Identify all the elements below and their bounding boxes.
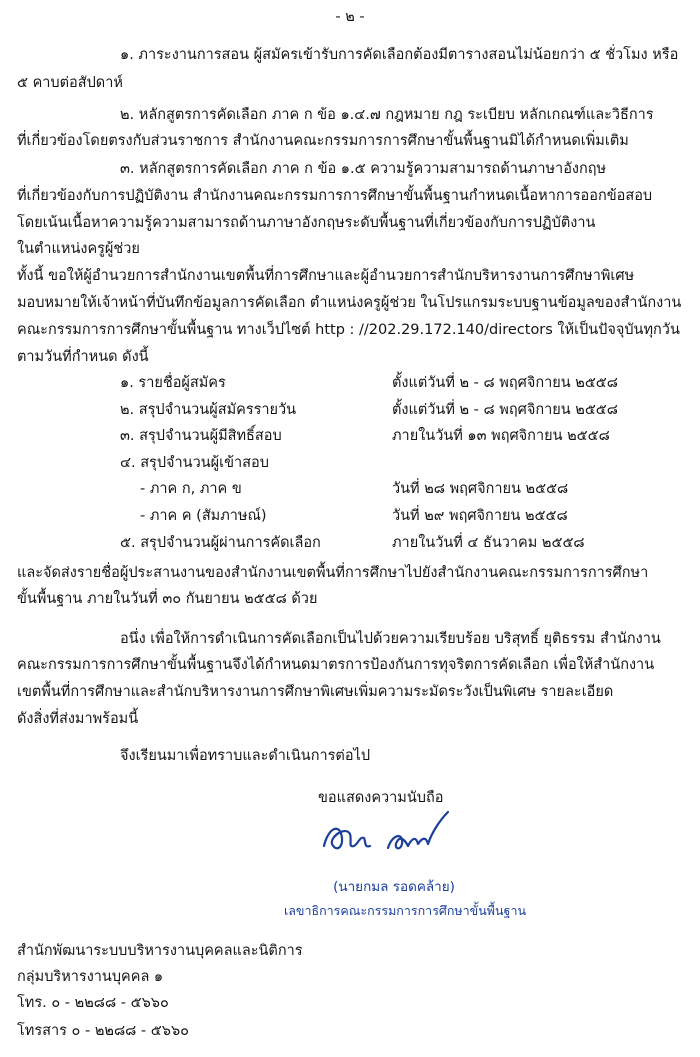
- schedule-item: ๔. สรุปจำนวนผู้เข้าสอบ: [120, 454, 269, 471]
- schedule-date: ภายในวันที่ ๔ ธันวาคม ๒๕๕๘: [392, 534, 585, 551]
- item-1-line-2: ๕ คาบต่อสัปดาห์: [17, 75, 123, 91]
- schedule-subitem: - ภาค ค (สัมภาษณ์): [140, 507, 267, 524]
- send-line-2: ขั้นพื้นฐาน ภายในวันที่ ๓๐ กันยายน ๒๕๕๘ ด้วย: [17, 591, 318, 607]
- send-line-1: และจัดส่งรายชื่อผู้ประสานงานของสำนักงานเขตพื้นที่การศึกษาไปยังสำนักงานคณะกรรมการการศึกษา: [17, 565, 649, 581]
- item-3-line-1: ๓. หลักสูตรการคัดเลือก ภาค ก ข้อ ๑.๕ ความรู้ความสามารถด้านภาษาอังกฤษ: [120, 161, 607, 177]
- measures-line-2: คณะกรรมการการศึกษาขั้นพื้นฐานจึงได้กำหนดมาตรการป้องกันการทุจริตการคัดเลือก เพื่อให้สำนักงาน: [17, 657, 655, 673]
- signature-image: [318, 808, 458, 860]
- schedule-date: ตั้งแต่วันที่ ๒ - ๘ พฤศจิกายน ๒๕๕๘: [392, 375, 618, 391]
- signer-title: เลขาธิการคณะกรรมการการศึกษาขั้นพื้นฐาน: [283, 903, 527, 918]
- item-3-line-3: โดยเน้นเนื้อหาความรู้ความสามารถด้านภาษาอังกฤษระดับพื้นฐานที่เกี่ยวข้องกับการปฏิบัติงาน: [17, 215, 596, 231]
- measures-line-1: อนึ่ง เพื่อให้การดำเนินการคัดเลือกเป็นไปด้วยความเรียบร้อย บริสุทธิ์ ยุติธรรม สำนักงาน: [120, 631, 661, 647]
- schedule-row: [120, 503, 600, 530]
- schedule-row: [120, 397, 618, 424]
- schedule-item: ๒. สรุปจำนวนผู้สมัครรายวัน: [120, 401, 297, 418]
- measures-line-4: ดังสิ่งที่ส่งมาพร้อมนี้: [17, 711, 139, 727]
- page-number: - ๒ -: [335, 9, 365, 25]
- schedule-item: ๑. รายชื่อผู้สมัคร: [120, 375, 226, 391]
- schedule-row: [120, 450, 600, 477]
- signer-name: (นายกมล รอดคล้าย): [333, 879, 455, 895]
- schedule-date: วันที่ ๒๘ พฤศจิกายน ๒๕๕๘: [392, 481, 569, 498]
- schedule-date: ตั้งแต่วันที่ ๒ - ๘ พฤศจิกายน ๒๕๕๘: [392, 401, 618, 418]
- assign-line-3: คณะกรรมการการศึกษาขั้นพื้นฐาน ทางเว็ปไซต์ http : //202.29.172.140/directors ให้เป็นปัจจุบันทุกวัน: [17, 322, 680, 338]
- schedule-date: วันที่ ๒๙ พฤศจิกายน ๒๕๕๘: [392, 507, 568, 524]
- item-2-line-1: ๒. หลักสูตรการคัดเลือก ภาค ก ข้อ ๑.๔.๗ กฎหมาย กฎ ระเบียบ หลักเกณฑ์และวิธีการ: [120, 107, 654, 123]
- schedule-row: [120, 423, 610, 450]
- regards-line: ขอแสดงความนับถือ: [318, 790, 444, 806]
- schedule-date: ภายในวันที่ ๑๓ พฤศจิกายน ๒๕๕๘: [392, 428, 610, 445]
- measures-line-3: เขตพื้นที่การศึกษาและสำนักบริหารงานการศึกษาพิเศษเพิ่มความระมัดระวังเป็นพิเศษ รายละเอียด: [17, 684, 614, 700]
- schedule-item: ๓. สรุปจำนวนผู้มีสิทธิ์สอบ: [120, 428, 282, 445]
- item-3-line-2: ที่เกี่ยวข้องกับการปฏิบัติงาน สำนักงานคณะกรรมการการศึกษาขั้นพื้นฐานกำหนดเนื้อหาการออกข้อสอบ: [17, 188, 653, 204]
- schedule-row: [120, 530, 600, 557]
- office-group: กลุ่มบริหารงานบุคคล ๑: [17, 969, 164, 985]
- office-fax: โทรสาร ๐ - ๒๒๘๘ - ๕๖๖๐: [17, 1023, 189, 1039]
- item-2-line-2: ที่เกี่ยวข้องโดยตรงกับส่วนราชการ สำนักงานคณะกรรมการการศึกษาขั้นพื้นฐานมิได้กำหนดเพิ่มเติม: [17, 133, 629, 149]
- assign-line-1: ทั้งนี้ ขอให้ผู้อำนวยการสำนักงานเขตพื้นที่การศึกษาและผู้อำนวยการสำนักบริหารงานการศึกษาพิเศษ: [17, 268, 635, 284]
- office-dept: สำนักพัฒนาระบบบริหารงานบุคคลและนิติการ: [17, 943, 303, 959]
- office-tel: โทร. ๐ - ๒๒๘๘ - ๕๖๖๐: [17, 995, 169, 1011]
- schedule-row: [120, 476, 600, 503]
- closing-line: จึงเรียนมาเพื่อทราบและดำเนินการต่อไป: [120, 748, 371, 764]
- schedule-list: [120, 370, 618, 556]
- assign-line-4: ตามวันที่กำหนด ดังนี้: [17, 349, 149, 365]
- schedule-row: [120, 370, 618, 397]
- assign-line-2: มอบหมายให้เจ้าหน้าที่บันทึกข้อมูลการคัดเลือก ตำแหน่งครูผู้ช่วย ในโปรแกรมระบบฐานข้อมูลของสำนักงาน: [17, 295, 682, 311]
- schedule-subitem: - ภาค ก, ภาค ข: [140, 481, 242, 498]
- schedule-item: ๕. สรุปจำนวนผู้ผ่านการคัดเลือก: [120, 534, 321, 551]
- item-3-line-4: ในตำแหน่งครูผู้ช่วย: [17, 241, 140, 257]
- item-1-line-1: ๑. ภาระงานการสอน ผู้สมัครเข้ารับการคัดเลือกต้องมีตารางสอนไม่น้อยกว่า ๕ ชั่วโมง หรือ: [120, 47, 679, 63]
